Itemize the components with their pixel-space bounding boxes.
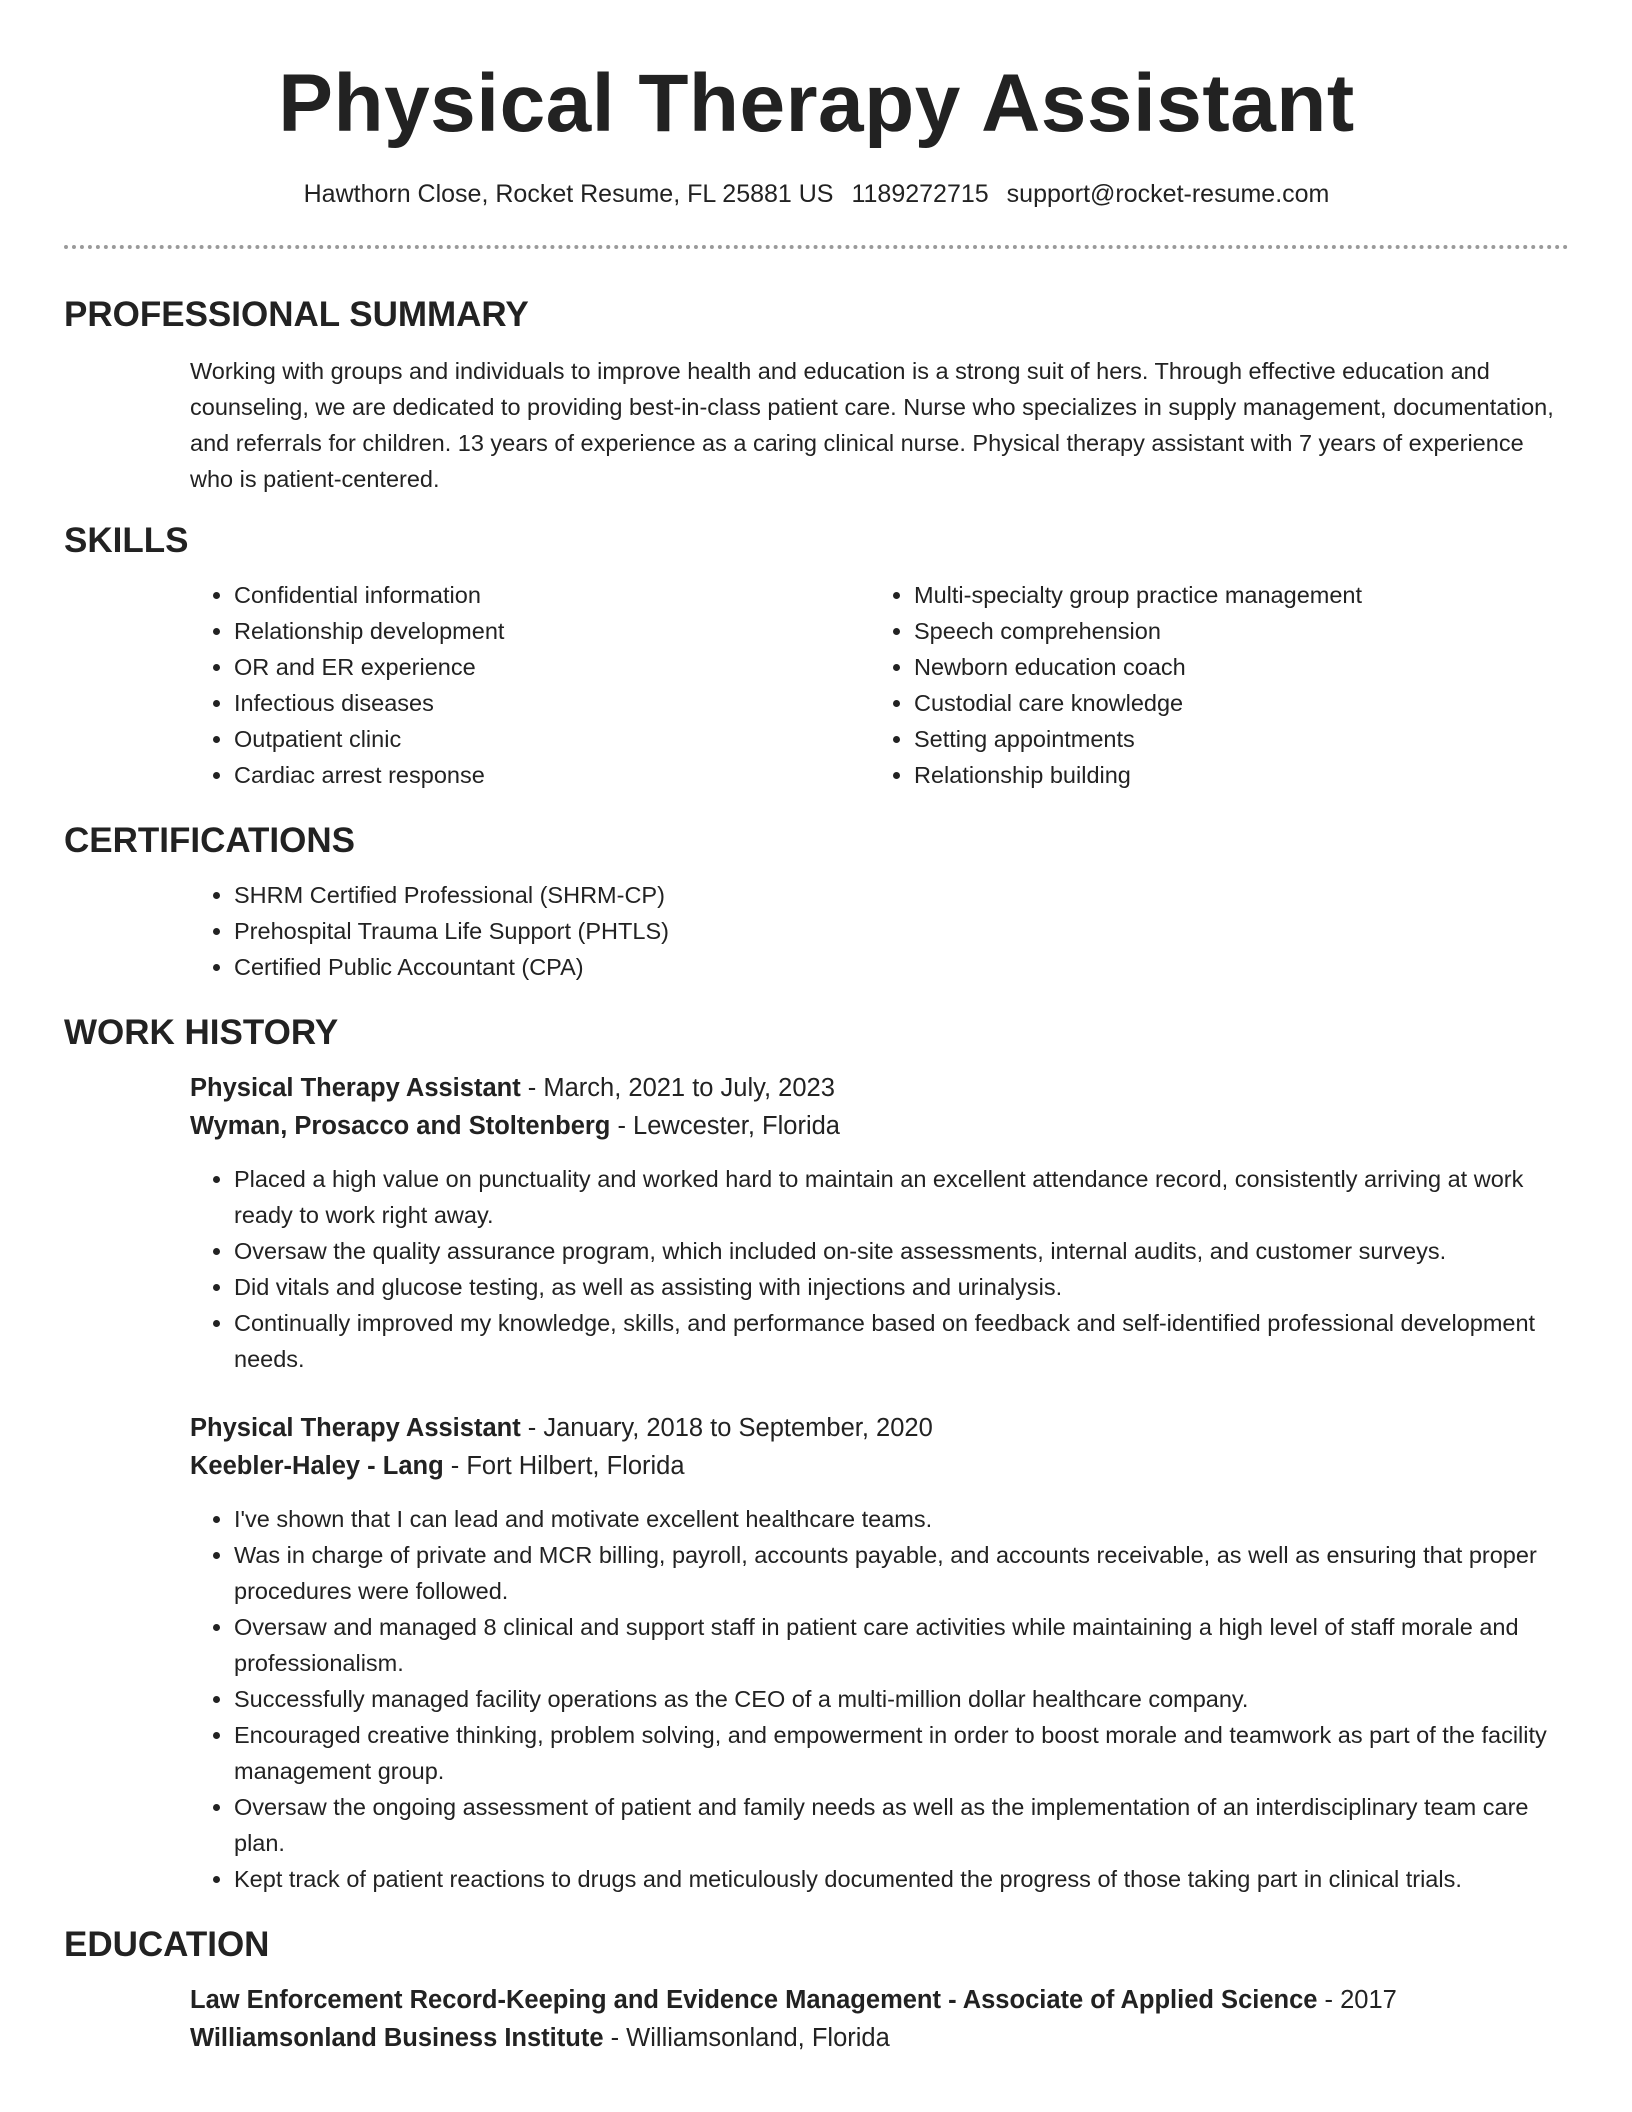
certification-item: • Prehospital Trauma Life Support (PHTLS)	[234, 913, 1569, 949]
job-role: Physical Therapy Assistant	[190, 1414, 521, 1442]
summary-heading: PROFESSIONAL SUMMARY	[64, 295, 529, 334]
job-company-line	[190, 1107, 1569, 1145]
job-entry	[190, 1069, 1569, 1377]
contact-email: support@rocket-resume.com	[1006, 180, 1330, 208]
job-bullet: • Did vitals and glucose testing, as well as assisting with injections and urinalysis.	[234, 1269, 1569, 1305]
job-location: - Lewcester, Florida	[610, 1112, 840, 1140]
skills-column-left	[190, 577, 870, 793]
skill-item: • Relationship building	[914, 757, 1550, 793]
job-bullets	[190, 1501, 1569, 1897]
job-company: Keebler-Haley - Lang	[190, 1452, 444, 1480]
education-heading: EDUCATION	[64, 1925, 270, 1964]
job-dates: - March, 2021 to July, 2023	[520, 1074, 835, 1102]
job-bullet: • I've shown that I can lead and motivate excellent healthcare teams.	[234, 1501, 1569, 1537]
job-title-line	[190, 1409, 1569, 1447]
education-degree-line	[190, 1981, 1569, 2019]
job-title-line	[190, 1069, 1569, 1107]
skill-item: • Custodial care knowledge	[914, 685, 1550, 721]
job-company: Wyman, Prosacco and Stoltenberg	[190, 1112, 611, 1140]
job-bullet: • Encouraged creative thinking, problem solving, and empowerment in order to boost morale and teamwork as part of the facility management group.	[234, 1717, 1569, 1789]
job-bullets	[190, 1161, 1569, 1377]
job-bullet: • Oversaw the ongoing assessment of patient and family needs as well as the implementation of an interdisciplinary team care plan.	[234, 1789, 1569, 1861]
skill-item: • Outpatient clinic	[234, 721, 870, 757]
education-location: - Williamsonland, Florida	[603, 2024, 890, 2052]
job-bullet: • Oversaw and managed 8 clinical and support staff in patient care activities while maintaining a high level of staff morale and professionalism.	[234, 1609, 1569, 1681]
education-year: - 2017	[1317, 1986, 1397, 2014]
job-bullet: • Placed a high value on punctuality and worked hard to maintain an excellent attendance record, consistently arriving at work ready to work right away.	[234, 1161, 1569, 1233]
skill-item: • Cardiac arrest response	[234, 757, 870, 793]
job-location: - Fort Hilbert, Florida	[443, 1452, 685, 1480]
job-entry	[190, 1409, 1569, 1897]
job-bullet: • Successfully managed facility operations as the CEO of a multi-million dollar healthcare company.	[234, 1681, 1569, 1717]
skill-item: • Setting appointments	[914, 721, 1550, 757]
education-entry	[190, 1981, 1569, 2057]
job-role: Physical Therapy Assistant	[190, 1074, 521, 1102]
job-bullet: • Kept track of patient reactions to drugs and meticulously documented the progress of those taking part in clinical trials.	[234, 1861, 1569, 1897]
skills-heading: SKILLS	[64, 521, 189, 560]
skill-item: • Newborn education coach	[914, 649, 1550, 685]
summary-text: Working with groups and individuals to improve health and education is a strong suit of hers. Through effective education and counseling, we are dedicated to providing best-in-class patient care. Nurse who specializes in supply management, documentation, and referrals for children. 13 years of experience as a caring clinical nurse. Physical therapy assistant with 7 years of experience who is patient-centered.	[190, 358, 1554, 492]
skill-item: • Multi-specialty group practice management	[914, 577, 1550, 613]
certifications-heading: CERTIFICATIONS	[64, 821, 356, 860]
skill-item: • OR and ER experience	[234, 649, 870, 685]
skills-list	[190, 577, 1569, 793]
resume-page	[64, 0, 1569, 2057]
job-company-line	[190, 1447, 1569, 1485]
contact-phone: 1189272715	[851, 180, 989, 208]
job-bullet: • Continually improved my knowledge, skills, and performance based on feedback and self-identified professional development needs.	[234, 1305, 1569, 1377]
skills-column-right	[870, 577, 1550, 793]
contact-line	[64, 178, 1569, 210]
skill-item: • Relationship development	[234, 613, 870, 649]
work-history-heading: WORK HISTORY	[64, 1013, 339, 1052]
job-bullet: • Was in charge of private and MCR billing, payroll, accounts payable, and accounts receivable, as well as ensuring that proper procedures were followed.	[234, 1537, 1569, 1609]
job-bullet: • Oversaw the quality assurance program, which included on-site assessments, internal audits, and customer surveys.	[234, 1233, 1569, 1269]
skill-item: • Confidential information	[234, 577, 870, 613]
job-dates: - January, 2018 to September, 2020	[520, 1414, 933, 1442]
contact-address: Hawthorn Close, Rocket Resume, FL 25881 US	[303, 180, 834, 208]
skill-item: • Infectious diseases	[234, 685, 870, 721]
skill-item: • Speech comprehension	[914, 613, 1550, 649]
candidate-name: Physical Therapy Assistant	[278, 58, 1355, 149]
certifications-list	[190, 877, 1569, 985]
header-divider	[64, 245, 1569, 249]
education-school-line	[190, 2019, 1569, 2057]
certification-item: • Certified Public Accountant (CPA)	[234, 949, 1569, 985]
certification-item: • SHRM Certified Professional (SHRM-CP)	[234, 877, 1569, 913]
education-school: Williamsonland Business Institute	[190, 2024, 604, 2052]
education-degree: Law Enforcement Record-Keeping and Evidence Management - Associate of Applied Science	[190, 1986, 1318, 2014]
